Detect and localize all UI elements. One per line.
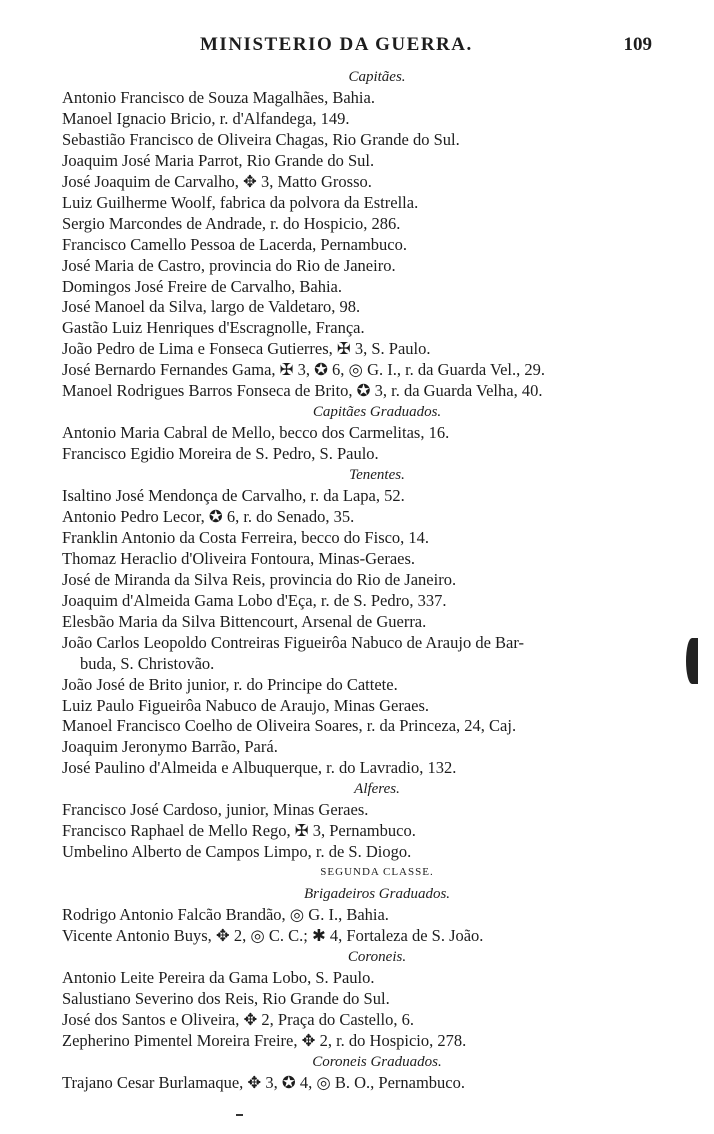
roster-entry: José Joaquim de Carvalho, ✥ 3, Matto Grosso. [62, 172, 372, 191]
roster-entry: Sergio Marcondes de Andrade, r. do Hospicio, 286. [62, 214, 401, 233]
roster-entry: Antonio Maria Cabral de Mello, becco dos Carmelitas, 16. [62, 423, 450, 442]
roster-entry: Manoel Francisco Coelho de Oliveira Soares, r. da Princeza, 24, Caj. [62, 716, 517, 735]
roster-entry: Manoel Ignacio Bricio, r. d'Alfandega, 149. [62, 109, 350, 128]
section-heading: Coroneis. [347, 949, 407, 965]
roster-entry: José de Miranda da Silva Reis, provincia do Rio de Janeiro. [62, 570, 457, 589]
section-heading: Capitães Graduados. [312, 404, 442, 420]
roster-entry: Joaquim d'Almeida Gama Lobo d'Eça, r. de S. Pedro, 337. [62, 591, 447, 610]
roster-entry: Sebastião Francisco de Oliveira Chagas, Rio Grande do Sul. [62, 130, 460, 149]
roster-entry: Luiz Guilherme Woolf, fabrica da polvora da Estrella. [62, 193, 419, 212]
roster-entry: Franklin Antonio da Costa Ferreira, becco do Fisco, 14. [62, 528, 430, 547]
roster-entry: Isaltino José Mendonça de Carvalho, r. da Lapa, 52. [62, 486, 405, 505]
margin-ink-mark [686, 638, 698, 684]
roster-entry: Joaquim José Maria Parrot, Rio Grande do Sul. [62, 151, 375, 170]
section-heading: Coroneis Graduados. [312, 1054, 442, 1070]
roster-entry: Zepherino Pimentel Moreira Freire, ✥ 2, r. do Hospicio, 278. [62, 1031, 467, 1050]
page-number: 109 [623, 34, 652, 55]
roster-entry: João José de Brito junior, r. do Principe do Cattete. [62, 675, 398, 694]
roster-entry: Trajano Cesar Burlamaque, ✥ 3, ✪ 4, ◎ B. O., Pernambuco. [62, 1073, 466, 1092]
roster-entry: Domingos José Freire de Carvalho, Bahia. [62, 277, 342, 296]
roster-entry: José Maria de Castro, provincia do Rio de Janeiro. [62, 256, 396, 275]
roster-entry: José Paulino d'Almeida e Albuquerque, r. do Lavradio, 132. [62, 758, 457, 777]
roster-entry: Umbelino Alberto de Campos Limpo, r. de S. Diogo. [62, 842, 412, 861]
roster-entry: Thomaz Heraclio d'Oliveira Fontoura, Minas-Geraes. [62, 549, 416, 568]
roster-entry: Joaquim Jeronymo Barrão, Pará. [62, 737, 278, 756]
roster-entry-continuation: buda, S. Christovão. [80, 654, 215, 673]
roster-entry: Luiz Paulo Figueirôa Nabuco de Araujo, Minas Geraes. [62, 696, 430, 715]
roster-entry: Antonio Francisco de Souza Magalhães, Bahia. [62, 88, 375, 107]
roster-entry: Gastão Luiz Henriques d'Escragnolle, França. [62, 318, 365, 337]
roster-entry: Elesbão Maria da Silva Bittencourt, Arsenal de Guerra. [62, 612, 427, 631]
roster-entry: Francisco Raphael de Mello Rego, ✠ 3, Pernambuco. [62, 821, 416, 840]
section-heading: Alferes. [354, 781, 400, 797]
roster-entry: João Carlos Leopoldo Contreiras Figueirôa Nabuco de Araujo de Bar- [62, 633, 525, 652]
class-heading: SEGUNDA CLASSE. [320, 866, 434, 878]
roster-entry: José Manoel da Silva, largo de Valdetaro, 98. [62, 297, 361, 316]
roster-entry: Vicente Antonio Buys, ✥ 2, ◎ C. C.; ✱ 4, Fortaleza de S. João. [62, 926, 484, 945]
roster-entry: João Pedro de Lima e Fonseca Gutierres, ✠ 3, S. Paulo. [62, 339, 431, 358]
roster-entry: Antonio Leite Pereira da Gama Lobo, S. Paulo. [62, 968, 375, 987]
section-heading: Capitães. [348, 69, 406, 85]
roster-entry: Manoel Rodrigues Barros Fonseca de Brito, ✪ 3, r. da Guarda Velha, 40. [62, 381, 543, 400]
roster-entry: José Bernardo Fernandes Gama, ✠ 3, ✪ 6, ◎ G. I., r. da Guarda Vel., 29. [62, 360, 546, 379]
roster-entry: Francisco José Cardoso, junior, Minas Geraes. [62, 800, 369, 819]
section-heading: Tenentes. [349, 467, 405, 483]
footer-mark [236, 1114, 243, 1116]
roster-entry: Salustiano Severino dos Reis, Rio Grande do Sul. [62, 989, 390, 1008]
roster-entry: Francisco Camello Pessoa de Lacerda, Pernambuco. [62, 235, 408, 254]
running-header [0, 34, 714, 60]
page-title: MINISTERIO DA GUERRA. [200, 34, 473, 55]
section-heading: Brigadeiros Graduados. [303, 886, 451, 902]
roster-entry: José dos Santos e Oliveira, ✥ 2, Praça do Castello, 6. [62, 1010, 415, 1029]
roster-entry: Rodrigo Antonio Falcão Brandão, ◎ G. I., Bahia. [62, 905, 389, 924]
roster-entry: Francisco Egidio Moreira de S. Pedro, S. Paulo. [62, 444, 379, 463]
roster-entry: Antonio Pedro Lecor, ✪ 6, r. do Senado, 35. [62, 507, 355, 526]
